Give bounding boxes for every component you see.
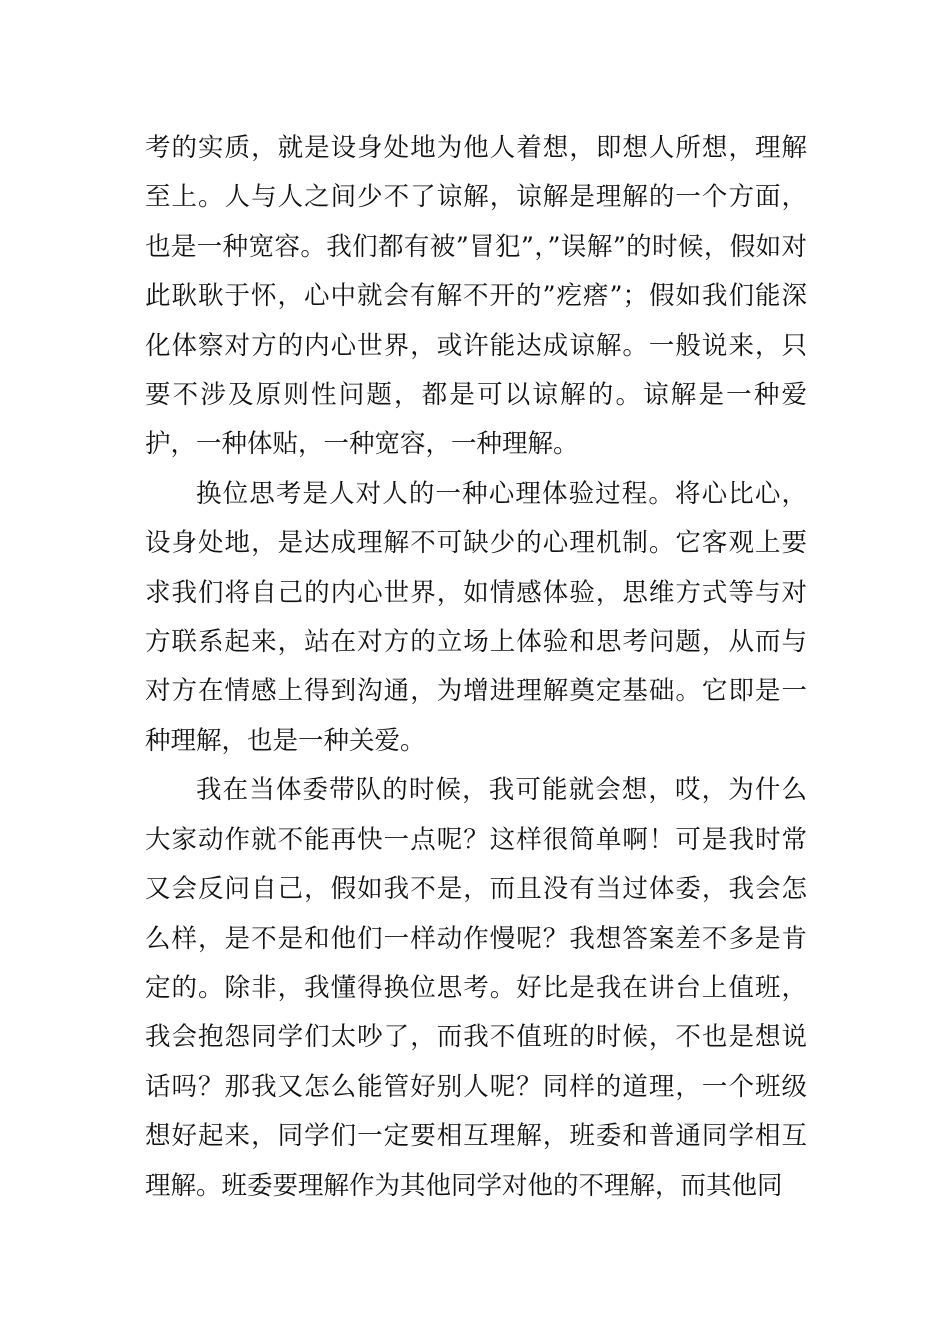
document-body — [145, 124, 807, 1211]
paragraph-personal-example: 我在当体委带队的时候，我可能就会想，哎，为什么大家动作就不能再快一点呢？这样很简单啊！可是我时常又会反问自己，假如我不是，而且没有当过体委，我会怎么样，是不是和他们一样动作慢呢？我想答案差不多是肯定的。除非，我懂得换位思考。好比是我在讲台上值班，我会抱怨同学们太吵了，而我不值班的时候，不也是想说话吗？那我又怎么能管好别人呢？同样的道理，一个班级想好起来，同学们一定要相互理解，班委和普通同学相互理解。班委要理解作为其他同学对他的不理解，而其他同 — [145, 775, 807, 1201]
paragraph-continued: 考的实质，就是设身处地为他人着想，即想人所想，理解至上。人与人之间少不了谅解，谅解是理解的一个方面，也是一种宽容。我们都有被”冒犯”，”误解”的时候，假如对此耿耿于怀，心中就会有解不开的”疙瘩”；假如我们能深化体察对方的内心世界，或许能达成谅解。一般说来，只要不涉及原则性问题，都是可以谅解的。谅解是一种爱护，一种体贴，一种宽容，一种理解。 — [145, 133, 807, 460]
paragraph-empathy-process: 换位思考是人对人的一种心理体验过程。将心比心，设身处地，是达成理解不可缺少的心理机制。它客观上要求我们将自己的内心世界，如情感体验，思维方式等与对方联系起来，站在对方的立场上体验和思考问题，从而与对方在情感上得到沟通，为增进理解奠定基础。它即是一种理解，也是一种关爱。 — [145, 478, 807, 756]
